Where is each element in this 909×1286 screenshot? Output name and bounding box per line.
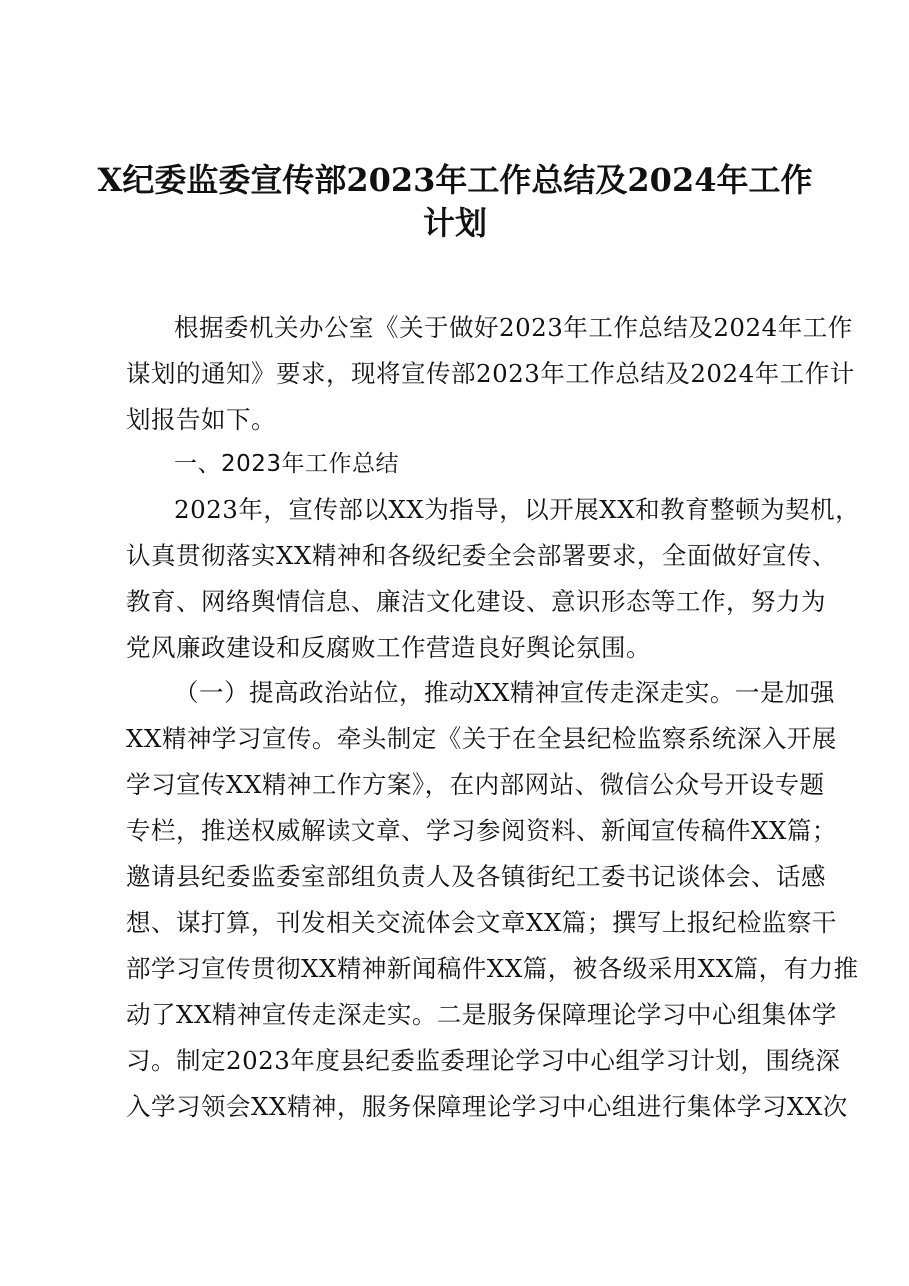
document-title-line-2: 计划	[422, 204, 487, 242]
paragraph-line: 2023年，宣传部以XX为指导，以开展XX和教育整顿为契机，	[174, 495, 861, 524]
paragraph-line: 动了XX精神宣传走深走实。二是服务保障理论学习中心组集体学	[126, 1000, 837, 1029]
paragraph-line: 想、谋打算，刊发相关交流体会文章XX篇；撰写上报纪检监察干	[126, 908, 837, 937]
section-heading	[126, 441, 816, 487]
paragraph-line: 党风廉政建设和反腐败工作营造良好舆论氛围。	[126, 633, 651, 662]
paragraph-subsection-1	[126, 670, 859, 1130]
paragraph-line: 谋划的通知》要求，现将宣传部2023年工作总结及2024年工作计	[126, 359, 855, 388]
paragraph-line: 教育、网络舆情信息、廉洁文化建设、意识形态等工作，努力为	[126, 587, 826, 616]
paragraph-line: （一）提高政治站位，推动XX精神宣传走深走实。一是加强	[174, 678, 835, 707]
paragraph-line: 部学习宣传贯彻XX精神新闻稿件XX篇，被各级采用XX篇，有力推	[126, 954, 859, 983]
paragraph-line: 根据委机关办公室《关于做好2023年工作总结及2024年工作	[174, 313, 853, 342]
document-title-line-1: X纪委监委宣传部2023年工作总结及2024年工作	[97, 161, 813, 199]
paragraph-line: 入学习领会XX精神，服务保障理论学习中心组进行集体学习XX次	[126, 1092, 848, 1121]
paragraph-line: XX精神学习宣传。牵头制定《关于在全县纪检监察系统深入开展	[126, 724, 837, 753]
paragraph-summary	[126, 487, 861, 671]
paragraph-line: 专栏，推送权威解读文章、学习参阅资料、新闻宣传稿件XX篇；	[126, 816, 837, 845]
paragraph-line: 学习宣传XX精神工作方案》，在内部网站、微信公众号开设专题	[126, 770, 825, 799]
paragraph-line: 划报告如下。	[126, 405, 276, 434]
paragraph-intro	[126, 305, 855, 443]
paragraph-line: 邀请县纪委监委室部组负责人及各镇街纪工委书记谈体会、话感	[126, 862, 826, 891]
paragraph-line: 认真贯彻落实XX精神和各级纪委全会部署要求，全面做好宣传、	[126, 541, 837, 570]
paragraph-line: 习。制定2023年度县纪委监委理论学习中心组学习计划，围绕深	[126, 1046, 841, 1075]
section-heading-text: 一、2023年工作总结	[174, 451, 400, 477]
